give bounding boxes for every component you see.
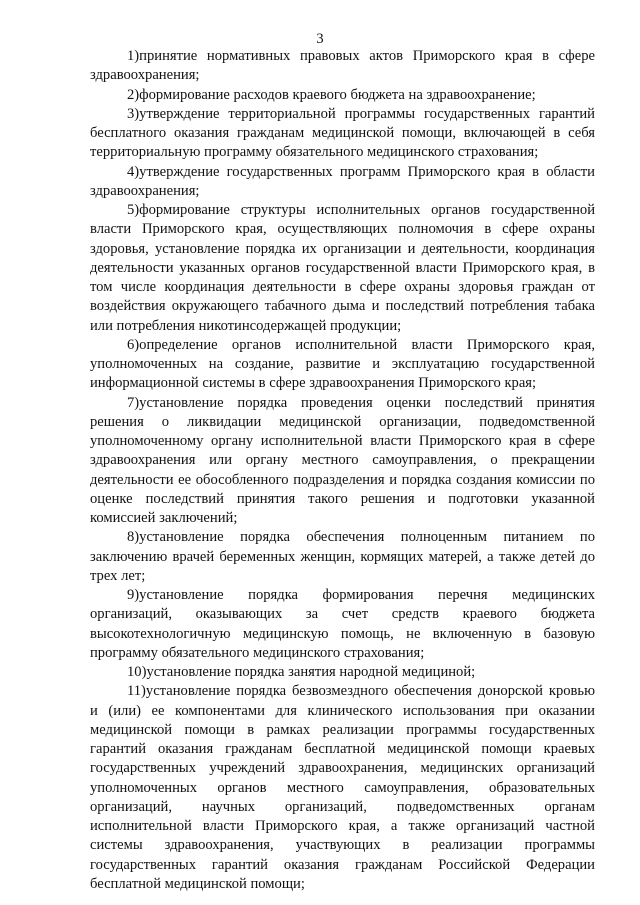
list-item-3: 3)утверждение территориальной программы государственных гарантий бесплатного оказания гражданам медицинской помощи, включающей в себя территориальную программу обязательного медицинского страхования; — [90, 105, 595, 161]
page-number: 3 — [316, 31, 324, 47]
list-item-7: 7)установление порядка проведения оценки последствий принятия решения о ликвидации медицинской организации, подведомственной уполномоченному органу исполнительной власти Приморского края в сфере здравоохранения или органу местного самоуправления, о прекращении деятельности ее обособленного подразделения и порядка создания комиссии по оценке последствий принятия такого решения и подготовки указанной комиссией заключений; — [90, 394, 595, 526]
list-item-4: 4)утверждение государственных программ Приморского края в области здравоохранения; — [90, 163, 595, 199]
list-item-8: 8)установление порядка обеспечения полноценным питанием по заключению врачей беременных женщин, кормящих матерей, а также детей до трех лет; — [90, 529, 595, 584]
list-item-2: 2)формирование расходов краевого бюджета на здравоохранение; — [127, 86, 536, 103]
list-item-11: 11)установление порядка безвозмездного обеспечения донорской кровью и (или) ее компонентами для клинического использования при оказании медицинской помощи в рамках реализации программы государственных гарантий оказания гражданам бесплатной медицинской помощи краевых государственных учреждений здравоохранения, медицинских организаций уполномоченных органов местного самоуправления, образовательных организаций, научных организаций, подведомственных органам исполнительной власти Приморского края, а также организаций частной системы здравоохранения, участвующих в реализации программы государственных гарантий оказания гражданам Российской Федерации бесплатной медицинской помощи; — [90, 683, 595, 892]
list-item-10: 10)установление порядка занятия народной медициной; — [127, 664, 476, 680]
list-item-6: 6)определение органов исполнительной власти Приморского края, уполномоченных на создание, развитие и эксплуатацию государственной информационной системы в сфере здравоохранения Приморского края; — [90, 336, 595, 392]
list-item-9: 9)установление порядка формирования перечня медицинских организаций, оказывающих за счет средств краевого бюджета высокотехнологичную медицинскую помощь, не включенную в базовую программу обязательного медицинского страхования; — [90, 587, 595, 661]
list-item-5: 5)формирование структуры исполнительных органов государственной власти Приморского края, осуществляющих полномочия в сфере охраны здоровья, установление порядка их организации и деятельности, координация деятельности указанных органов государственной власти Приморского края, в том числе координация деятельности в сфере охраны здоровья граждан от воздействия окружающего табачного дыма и последствий потребления табака или потребления никотинсодержащей продукции; — [90, 202, 595, 334]
document-body — [90, 47, 595, 894]
list-item-1: 1)принятие нормативных правовых актов Приморского края в сфере здравоохранения; — [90, 48, 595, 84]
